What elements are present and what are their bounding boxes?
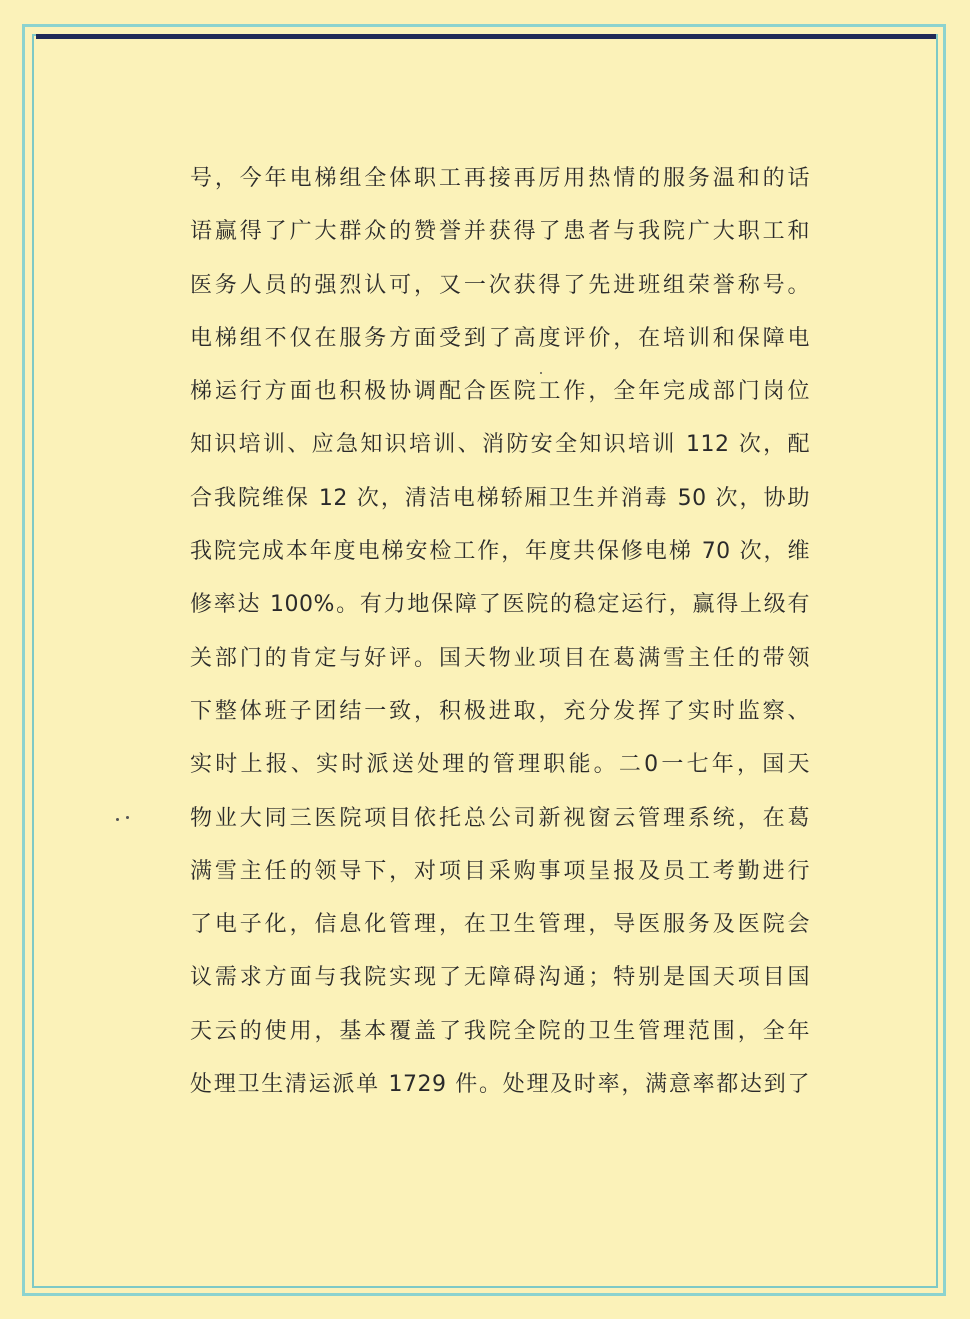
scan-speck [116,818,119,821]
text-line: 医务人员的强烈认可，又一次获得了先进班组荣誉称号。 [190,272,810,298]
text-line: 我院完成本年度电梯安检工作，年度共保修电梯 70 次，维 [190,539,810,565]
text-line: 处理卫生清运派单 1729 件。处理及时率，满意率都达到了 [190,1072,810,1098]
text-line: 议需求方面与我院实现了无障碍沟通；特别是国天项目国 [190,965,810,991]
text-line: 电梯组不仅在服务方面受到了高度评价，在培训和保障电 [190,325,810,351]
text-line: 语赢得了广大群众的赞誉并获得了患者与我院广大职工和 [190,219,810,245]
text-line: 了电子化，信息化管理，在卫生管理，导医服务及医院会 [190,912,810,938]
text-line: 知识培训、应急知识培训、消防安全知识培训 112 次，配 [190,432,810,458]
text-line: 修率达 100%。有力地保障了医院的稳定运行，赢得上级有 [190,592,810,618]
text-line: 号，今年电梯组全体职工再接再厉用热情的服务温和的话 [190,166,810,191]
text-line: 梯运行方面也积极协调配合医院工作，全年完成部门岗位 [190,379,810,405]
text-line: 关部门的肯定与好评。国天物业项目在葛满雪主任的带领 [190,645,810,671]
scan-speck [540,372,542,374]
body-paragraph [190,152,810,1111]
text-line: 合我院维保 12 次，清洁电梯轿厢卫生并消毒 50 次，协助 [190,485,810,511]
page-top-rule [36,34,936,39]
text-line: 下整体班子团结一致，积极进取，充分发挥了实时监察、 [190,698,810,724]
text-line: 实时上报、实时派送处理的管理职能。二0一七年，国天 [190,752,810,778]
text-line: 物业大同三医院项目依托总公司新视窗云管理系统，在葛 [190,805,810,831]
text-line: 天云的使用，基本覆盖了我院全院的卫生管理范围，全年 [190,1018,810,1044]
text-line: 满雪主任的领导下，对项目采购事项呈报及员工考勤进行 [190,858,810,884]
scan-speck [126,816,129,819]
